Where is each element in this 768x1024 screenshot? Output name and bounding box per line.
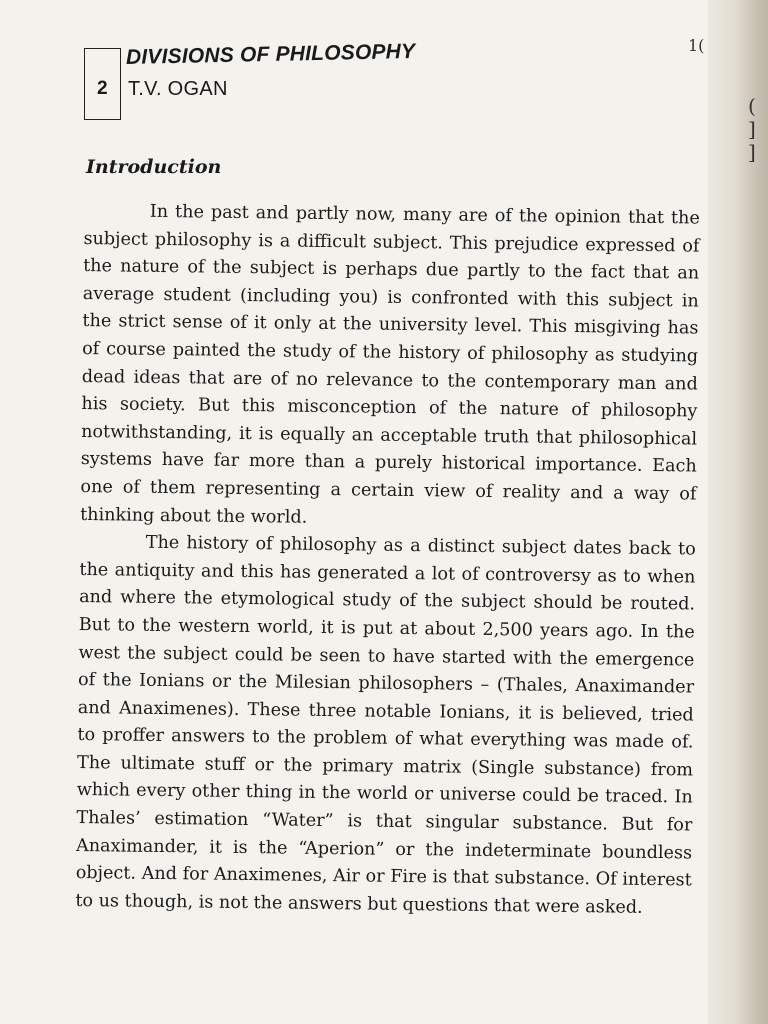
- paragraph: In the past and partly now, many are of the opinion that the subject philosophy is a difficult subject. This prejudice expressed of the nature of the subject is perhaps due partly to the fact that an average student (including you) is confronted with this subject in the strict sense of it only at the university level. This misgiving has of course painted the study of the history of philosophy as studying dead ideas that are of no relevance to the contemporary man and his society. But this misconception of the nature of philosophy notwithstanding, it is equally an acceptable truth that philosophical systems have far more than a purely historical importance. Each one of them representing a certain view of reality and a way of thinking about the world.: [80, 201, 700, 528]
- chapter-number: 2: [97, 78, 108, 99]
- body-text: [75, 198, 700, 923]
- chapter-title: DIVISIONS OF PHILOSOPHY: [125, 39, 416, 69]
- edge-mark: (: [748, 94, 756, 118]
- chapter-author: T.V. OGAN: [128, 78, 228, 100]
- page-number: 1(: [688, 36, 705, 55]
- edge-mark: ]: [748, 117, 756, 141]
- edge-mark: ]: [748, 140, 756, 164]
- page-gutter-shadow: [708, 0, 768, 1024]
- paragraph: The history of philosophy as a distinct subject dates back to the antiquity and this has generated a lot of controversy as to when and where the etymological study of the subject should be routed. But to the western world, it is put at about 2,500 years ago. In the west the subject could be seen to have started with the emergence of the Ionians or the Milesian philosophers – (Thales, Anaximander and Anaximenes). These three notable Ionians, it is believed, tried to proffer answers to the problem of what everything was made of. The ultimate stuff or the primary matrix (Single substance) from which every other thing in the world or universe could be traced. In Thales’ estimation “Water” is that singular substance. But for Anaximander, it is the “Aperion” or the indeterminate boundless object. And for Anaximenes, Air or Fire is that substance. Of interest to us though, is not the answers but questions that were asked.: [75, 532, 696, 918]
- section-heading: Introduction: [86, 156, 222, 178]
- facing-page-edge-text: [748, 95, 758, 164]
